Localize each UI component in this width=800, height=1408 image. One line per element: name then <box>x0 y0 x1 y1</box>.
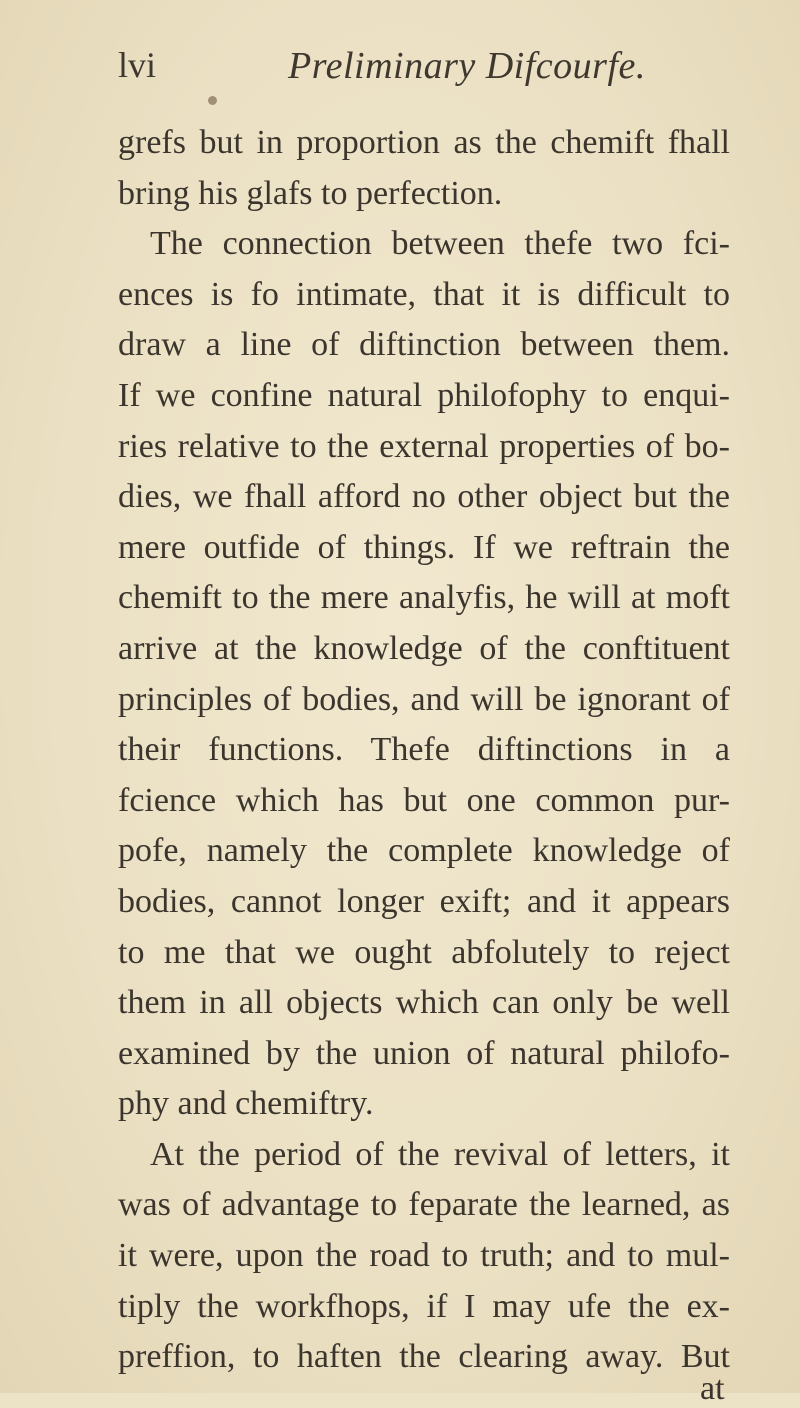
catchword: at <box>700 1370 725 1407</box>
text-line: ries relative to the external properties of bo- <box>118 427 730 465</box>
text-line: ences is fo intimate, that it is difficult to <box>118 275 730 313</box>
text-line: draw a line of diftinction between them. <box>118 326 730 364</box>
text-line: to me that we ought abfolutely to reject <box>118 933 730 971</box>
text-line: preffion, to haften the clearing away. But <box>118 1338 730 1376</box>
text-line: examined by the union of natural philofo- <box>118 1034 730 1072</box>
text-line: bodies, cannot longer exift; and it appears <box>118 882 730 920</box>
text-line: At the period of the revival of letters, it <box>150 1135 730 1173</box>
text-line: was of advantage to feparate the learned, as <box>118 1186 730 1224</box>
text-line: grefs but in proportion as the chemift fhall <box>118 124 730 161</box>
text-line: mere outfide of things. If we reftrain the <box>118 528 730 566</box>
text-line: bring his glafs to perfection. <box>118 174 503 212</box>
page-header <box>0 44 800 108</box>
text-line: arrive at the knowledge of the conftituent <box>118 629 730 667</box>
text-line: their functions. Thefe diftinctions in a <box>118 731 730 769</box>
text-line: tiply the workfhops, if I may ufe the ex- <box>118 1287 730 1325</box>
text-line: them in all objects which can only be well <box>118 984 730 1022</box>
ink-smudge <box>208 96 217 105</box>
text-line: pofe, namely the complete knowledge of <box>118 832 730 870</box>
text-line: it were, upon the road to truth; and to mul- <box>118 1237 730 1275</box>
text-line: The connection between thefe two fci- <box>150 225 730 263</box>
running-title: Preliminary Difcourfe. <box>288 45 646 87</box>
text-line: If we confine natural philofophy to enqui- <box>118 376 730 414</box>
text-line: phy and chemiftry. <box>118 1085 374 1123</box>
text-line: chemift to the mere analyfis, he will at moft <box>118 579 730 617</box>
text-line: dies, we fhall afford no other object but the <box>118 478 730 516</box>
page-number: lvi <box>118 45 157 85</box>
text-line: fcience which has but one common pur- <box>118 781 730 819</box>
body-text <box>118 118 730 1383</box>
text-line: principles of bodies, and will be ignorant of <box>118 680 730 718</box>
